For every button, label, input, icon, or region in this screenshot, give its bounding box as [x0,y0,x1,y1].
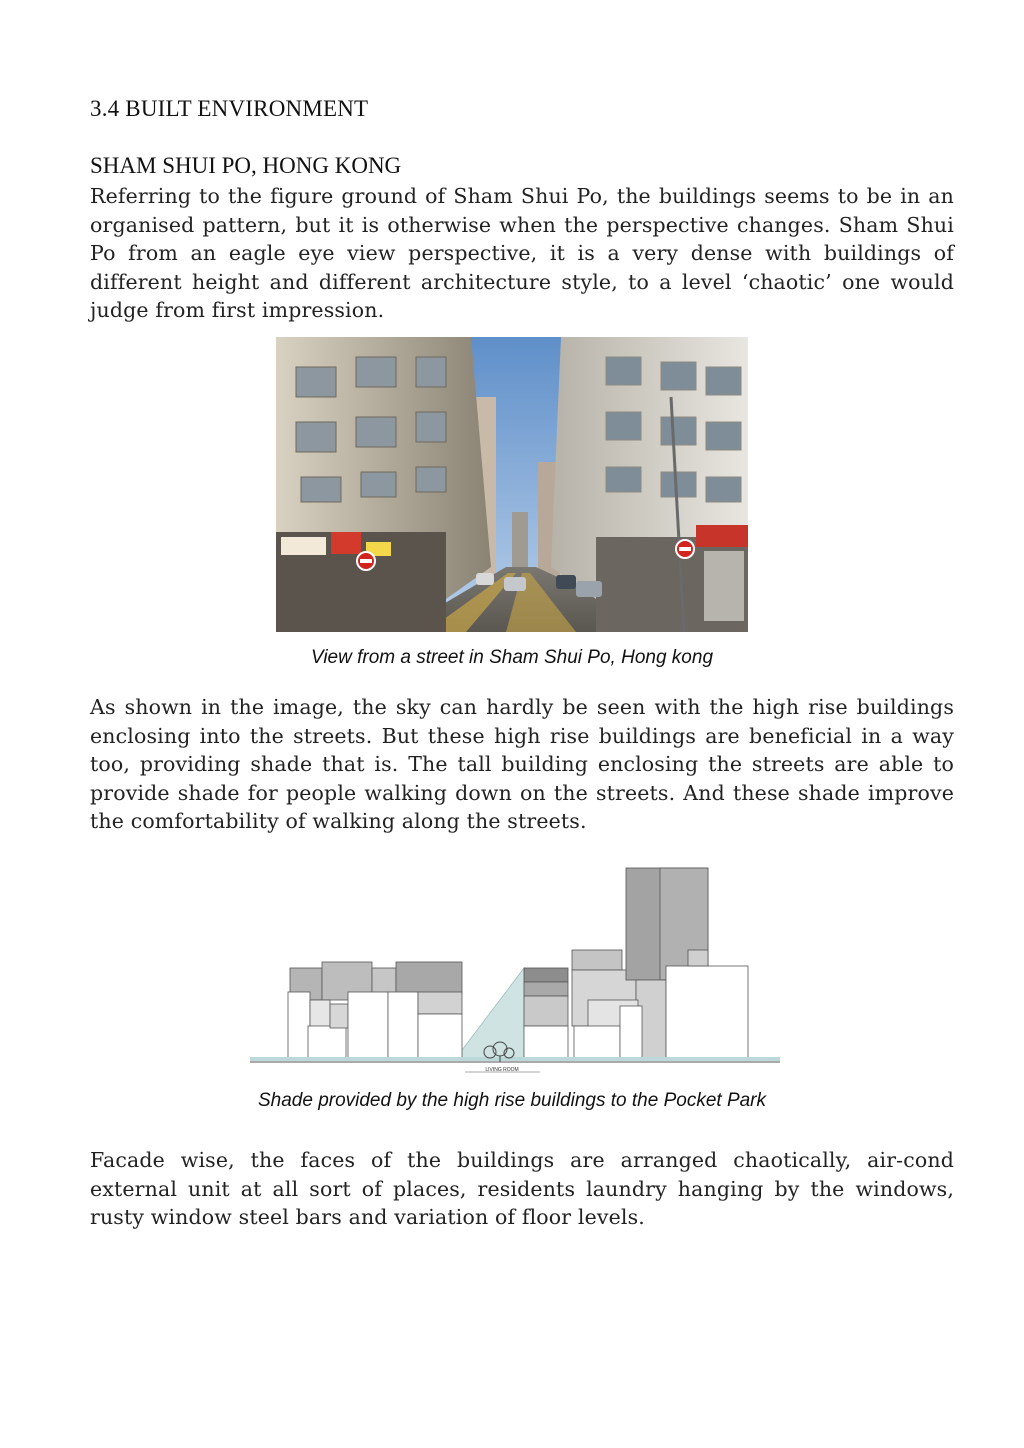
paragraph-intro: Referring to the figure ground of Sham Shui Po, the buildings seems to be in an organised pattern, but it is otherwise when the perspective changes. Sham Shui Po from an eagle eye view perspective, it is a very dense with buildings of different height and different architecture style, to a level ‘chaotic’ one would judge from first impression. [90,184,954,323]
shade-section-diagram [250,866,780,1080]
diagram-label: LIVING ROOM [485,1067,519,1073]
photo-caption: View from a street in Sham Shui Po, Hong kong [310,647,714,668]
section-heading: 3.4 BUILT ENVIRONMENT [90,96,369,121]
street-photo [276,337,748,632]
shade-area [456,968,524,1058]
paragraph-shade: As shown in the image, the sky can hardly be seen with the high rise buildings enclosing into the streets. But these high rise buildings are beneficial in a way too, providing shade that is. The tall building enclosing the streets are able to provide shade for people walking down on the streets. And these shade improve the comfortability of walking along the streets. [90,695,954,834]
sub-heading: SHAM SHUI PO, HONG KONG [90,153,402,178]
paragraph-facade: Facade wise, the faces of the buildings are arranged chaotically, air-cond external unit at all sort of places, residents laundry hanging by the windows, rusty window steel bars and variation of floor levels. [90,1148,954,1230]
diagram-caption: Shade provided by the high rise buildings to the Pocket Park [257,1090,767,1111]
